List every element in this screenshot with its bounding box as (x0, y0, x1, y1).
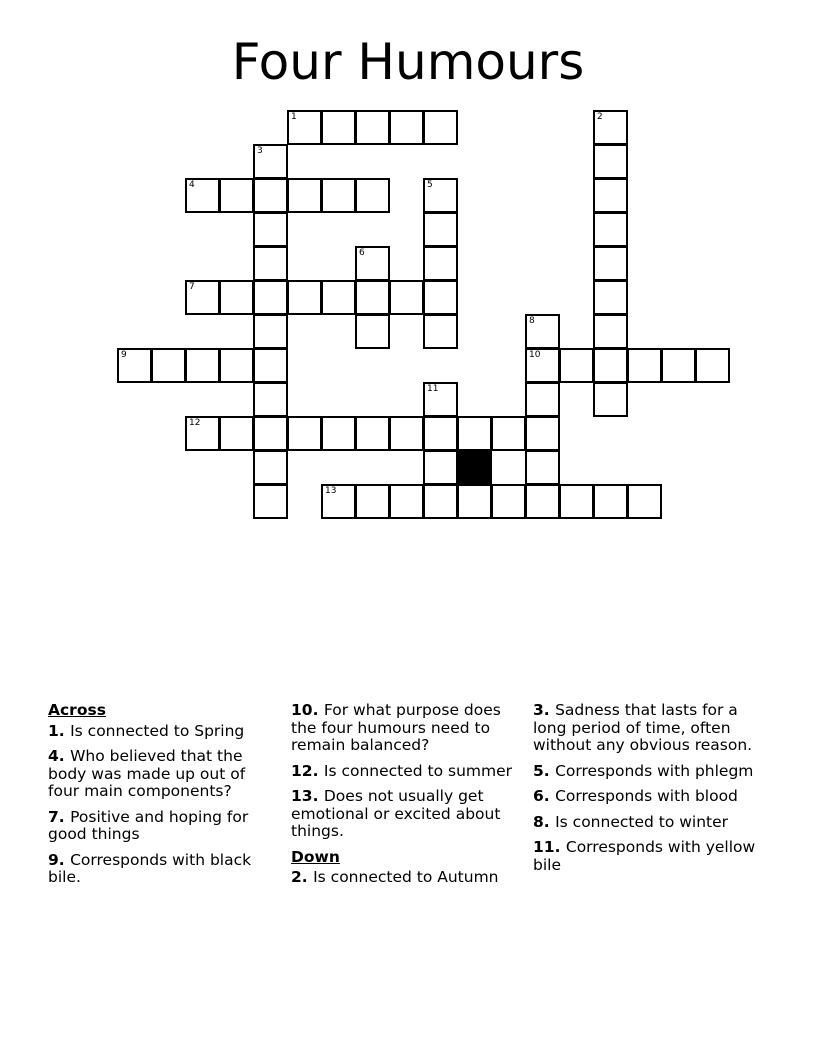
clues-column-2 (291, 702, 531, 895)
grid-cell[interactable] (355, 280, 390, 315)
grid-cell[interactable] (287, 110, 322, 145)
grid-cell[interactable] (355, 314, 390, 349)
clue-down-2 (291, 869, 531, 887)
grid-cell[interactable] (525, 314, 560, 349)
grid-cell[interactable] (355, 110, 390, 145)
clue-dot: . (543, 701, 556, 719)
cell-number: 8 (529, 316, 535, 326)
grid-cell[interactable] (389, 280, 424, 315)
grid-cell[interactable] (219, 348, 254, 383)
clue-dot: . (58, 721, 71, 740)
clue-down-5 (533, 763, 773, 781)
clue-number: 5 (533, 761, 544, 780)
grid-cell[interactable] (219, 280, 254, 315)
clue-text: Who believed that the body was made up out of four main components? (48, 747, 246, 800)
clue-dot: . (554, 838, 566, 856)
grid-cell[interactable] (423, 416, 458, 451)
grid-cell[interactable] (185, 348, 220, 383)
grid-cell[interactable] (355, 484, 390, 519)
grid-cell[interactable] (389, 484, 424, 519)
clue-text: Positive and hoping for good things (48, 807, 249, 843)
clue-text: For what purpose does the four humours need to remain balanced? (291, 701, 501, 754)
grid-cell[interactable] (593, 348, 628, 383)
clue-across-9 (48, 852, 280, 887)
grid-cell[interactable] (423, 484, 458, 519)
grid-cell[interactable] (491, 484, 526, 519)
grid-cell[interactable] (253, 314, 288, 349)
clue-number: 9 (48, 850, 59, 869)
clue-text: Is connected to winter (555, 812, 729, 831)
down-heading: Down (291, 847, 340, 866)
grid-cell[interactable] (253, 246, 288, 281)
grid-cell[interactable] (661, 348, 696, 383)
clue-down-6 (533, 788, 773, 806)
cell-number: 11 (427, 384, 439, 394)
grid-cell[interactable] (287, 280, 322, 315)
grid-cell[interactable] (253, 348, 288, 383)
clue-dot: . (543, 787, 556, 805)
clue-down-3 (533, 702, 773, 755)
grid-cell[interactable] (593, 382, 628, 417)
cell-number: 5 (427, 180, 433, 190)
grid-cell[interactable] (253, 144, 288, 179)
grid-cell[interactable] (423, 178, 458, 213)
clue-text: Does not usually get emotional or excited about things. (291, 787, 501, 840)
clue-number: 11 (533, 838, 555, 856)
cell-number: 6 (359, 248, 365, 258)
grid-cell[interactable] (423, 246, 458, 281)
grid-cell[interactable] (423, 110, 458, 145)
grid-cell[interactable] (525, 450, 560, 485)
grid-cell[interactable] (321, 110, 356, 145)
cell-number: 9 (121, 350, 127, 360)
grid-cell[interactable] (117, 348, 152, 383)
cell-number: 1 (291, 112, 297, 122)
grid-cell[interactable] (253, 280, 288, 315)
grid-cell[interactable] (185, 416, 220, 451)
grid-cell[interactable] (321, 280, 356, 315)
grid-cell[interactable] (593, 484, 628, 519)
clue-dot: . (312, 787, 324, 805)
grid-cell[interactable] (593, 314, 628, 349)
grid-cell[interactable] (559, 484, 594, 519)
clue-dot: . (58, 850, 71, 869)
clue-number: 8 (533, 812, 544, 831)
clue-text: Sadness that lasts for a long period of time, often without any obvious reason. (533, 701, 753, 754)
grid-cell[interactable] (593, 178, 628, 213)
clue-dot: . (58, 807, 71, 826)
grid-block (457, 450, 492, 485)
clue-text: Is connected to summer (323, 761, 513, 780)
grid-cell[interactable] (627, 348, 662, 383)
clue-number: 13 (291, 787, 313, 805)
clue-number: 3 (533, 701, 544, 719)
grid-cell[interactable] (185, 178, 220, 213)
clue-dot: . (312, 761, 324, 780)
grid-cell[interactable] (287, 416, 322, 451)
clue-text: Corresponds with black bile. (48, 850, 252, 886)
grid-cell[interactable] (355, 178, 390, 213)
grid-cell[interactable] (423, 212, 458, 247)
grid-cell[interactable] (287, 178, 322, 213)
grid-cell[interactable] (253, 416, 288, 451)
grid-cell[interactable] (593, 144, 628, 179)
clue-down-8 (533, 814, 773, 832)
clue-text: Corresponds with phlegm (555, 761, 754, 780)
grid-cell[interactable] (389, 416, 424, 451)
cell-number: 13 (325, 486, 337, 496)
clue-dot: . (543, 812, 556, 831)
grid-cell[interactable] (457, 484, 492, 519)
clue-across-4 (48, 748, 280, 801)
clue-across-13 (291, 788, 531, 841)
grid-cell[interactable] (457, 416, 492, 451)
clues-column-3 (533, 702, 773, 882)
clue-number: 7 (48, 807, 59, 826)
grid-cell[interactable] (219, 416, 254, 451)
cell-number: 7 (189, 282, 195, 292)
clue-dot: . (312, 701, 324, 719)
grid-cell[interactable] (559, 348, 594, 383)
grid-cell[interactable] (593, 212, 628, 247)
grid-cell[interactable] (355, 416, 390, 451)
grid-cell[interactable] (423, 280, 458, 315)
clue-number: 10 (291, 701, 313, 719)
grid-cell[interactable] (525, 382, 560, 417)
clue-text: Is connected to Spring (70, 721, 245, 740)
clue-text: Corresponds with yellow bile (533, 838, 756, 874)
clue-text: Is connected to Autumn (313, 868, 499, 886)
cell-number: 3 (257, 146, 263, 156)
grid-cell[interactable] (253, 382, 288, 417)
grid-cell[interactable] (321, 416, 356, 451)
clue-dot: . (301, 868, 314, 886)
grid-cell[interactable] (423, 314, 458, 349)
clues-column-1 (48, 702, 280, 895)
grid-cell[interactable] (423, 382, 458, 417)
grid-cell[interactable] (593, 246, 628, 281)
grid-cell[interactable] (185, 280, 220, 315)
clue-number: 12 (291, 761, 313, 780)
grid-cell[interactable] (321, 484, 356, 519)
grid-cell[interactable] (525, 484, 560, 519)
grid-cell[interactable] (253, 178, 288, 213)
grid-cell[interactable] (525, 416, 560, 451)
cell-number: 10 (529, 350, 541, 360)
grid-cell[interactable] (423, 450, 458, 485)
clue-number: 6 (533, 787, 544, 805)
cell-number: 4 (189, 180, 195, 190)
clue-dot: . (543, 761, 556, 780)
across-heading: Across (48, 701, 106, 719)
grid-cell[interactable] (491, 416, 526, 451)
cell-number: 2 (597, 112, 603, 122)
grid-cell[interactable] (355, 246, 390, 281)
clue-text: Corresponds with blood (555, 787, 738, 805)
clue-across-1 (48, 723, 280, 741)
clue-across-10 (291, 702, 531, 755)
grid-cell[interactable] (593, 280, 628, 315)
clue-across-7 (48, 809, 280, 844)
grid-cell[interactable] (151, 348, 186, 383)
grid-cell[interactable] (525, 348, 560, 383)
grid-cell[interactable] (253, 484, 288, 519)
clue-dot: . (58, 747, 71, 765)
clue-across-12 (291, 763, 531, 781)
grid-cell[interactable] (627, 484, 662, 519)
clue-number: 1 (48, 721, 59, 740)
grid-cell[interactable] (253, 212, 288, 247)
grid-cell[interactable] (321, 178, 356, 213)
grid-cell[interactable] (253, 450, 288, 485)
clue-number: 2 (291, 868, 302, 886)
cell-number: 12 (189, 418, 201, 428)
grid-cell[interactable] (389, 110, 424, 145)
grid-cell[interactable] (593, 110, 628, 145)
clue-number: 4 (48, 747, 59, 765)
grid-cell[interactable] (695, 348, 730, 383)
puzzle-title: Four Humours (231, 33, 585, 91)
grid-cell[interactable] (219, 178, 254, 213)
clue-down-11 (533, 839, 773, 874)
